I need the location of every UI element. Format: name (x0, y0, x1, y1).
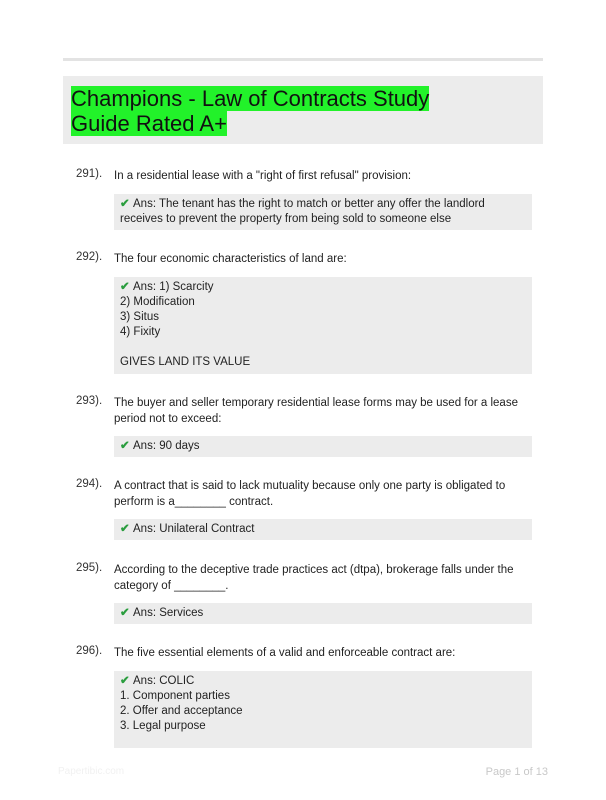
answer-line: 4) Fixity (120, 326, 161, 338)
question-number: 292). (76, 251, 103, 263)
checkmark-icon: ✔ (120, 281, 130, 293)
question-number: 291). (76, 168, 103, 180)
checkmark-icon: ✔ (120, 440, 130, 452)
question-text: The five essential elements of a valid and enforceable contract are: (114, 647, 456, 659)
answer-line: Ans: 1) Scarcity (133, 281, 214, 293)
question-text: The buyer and seller temporary residential lease forms may be used for a lease period not to exceed: (114, 397, 518, 425)
footer-site: Papertibic.com (58, 766, 125, 777)
checkmark-icon: ✔ (120, 675, 130, 687)
question-number: 293). (76, 395, 103, 407)
answer-box (114, 436, 532, 457)
question-text: According to the deceptive trade practices act (dtpa), brokerage falls under the category of ________. (114, 564, 514, 592)
title-banner (63, 76, 543, 144)
answer-line: Ans: Unilateral Contract (133, 523, 255, 535)
answer-line: Ans: 90 days (133, 440, 200, 452)
question-number: 296). (76, 645, 103, 657)
answer-line: 2) Modification (120, 296, 195, 308)
page-number: Page 1 of 13 (485, 766, 548, 778)
answer-line: Ans: The tenant has the right to match or better any offer the landlord receives to prevent the property from being sold to someone else (120, 198, 485, 225)
answer-line (120, 340, 526, 355)
document-title: Champions - Law of Contracts Study Guide Rated A+ (71, 86, 430, 136)
question-text: In a residential lease with a "right of first refusal" provision: (114, 170, 412, 182)
answer-line: 3) Situs (120, 311, 159, 323)
answer-line: 2. Offer and acceptance (120, 705, 243, 717)
answer-box (114, 671, 532, 748)
top-divider (63, 58, 543, 61)
answer-box (114, 603, 532, 624)
answer-line: GIVES LAND ITS VALUE (120, 356, 251, 368)
answer-line: Ans: Services (133, 607, 204, 619)
question-number: 295). (76, 562, 103, 574)
checkmark-icon: ✔ (120, 607, 130, 619)
answer-box (114, 194, 532, 230)
question-text: The four economic characteristics of land are: (114, 253, 347, 265)
question-number: 294). (76, 478, 103, 490)
checkmark-icon: ✔ (120, 523, 130, 535)
answer-box (114, 277, 532, 374)
checkmark-icon: ✔ (120, 198, 130, 210)
answer-line: 1. Component parties (120, 690, 230, 702)
answer-line: Ans: COLIC (133, 675, 195, 687)
question-text: A contract that is said to lack mutuality because only one party is obligated to perform is a________ contract. (114, 480, 506, 508)
answer-line: 3. Legal purpose (120, 720, 206, 732)
answer-box (114, 519, 532, 540)
